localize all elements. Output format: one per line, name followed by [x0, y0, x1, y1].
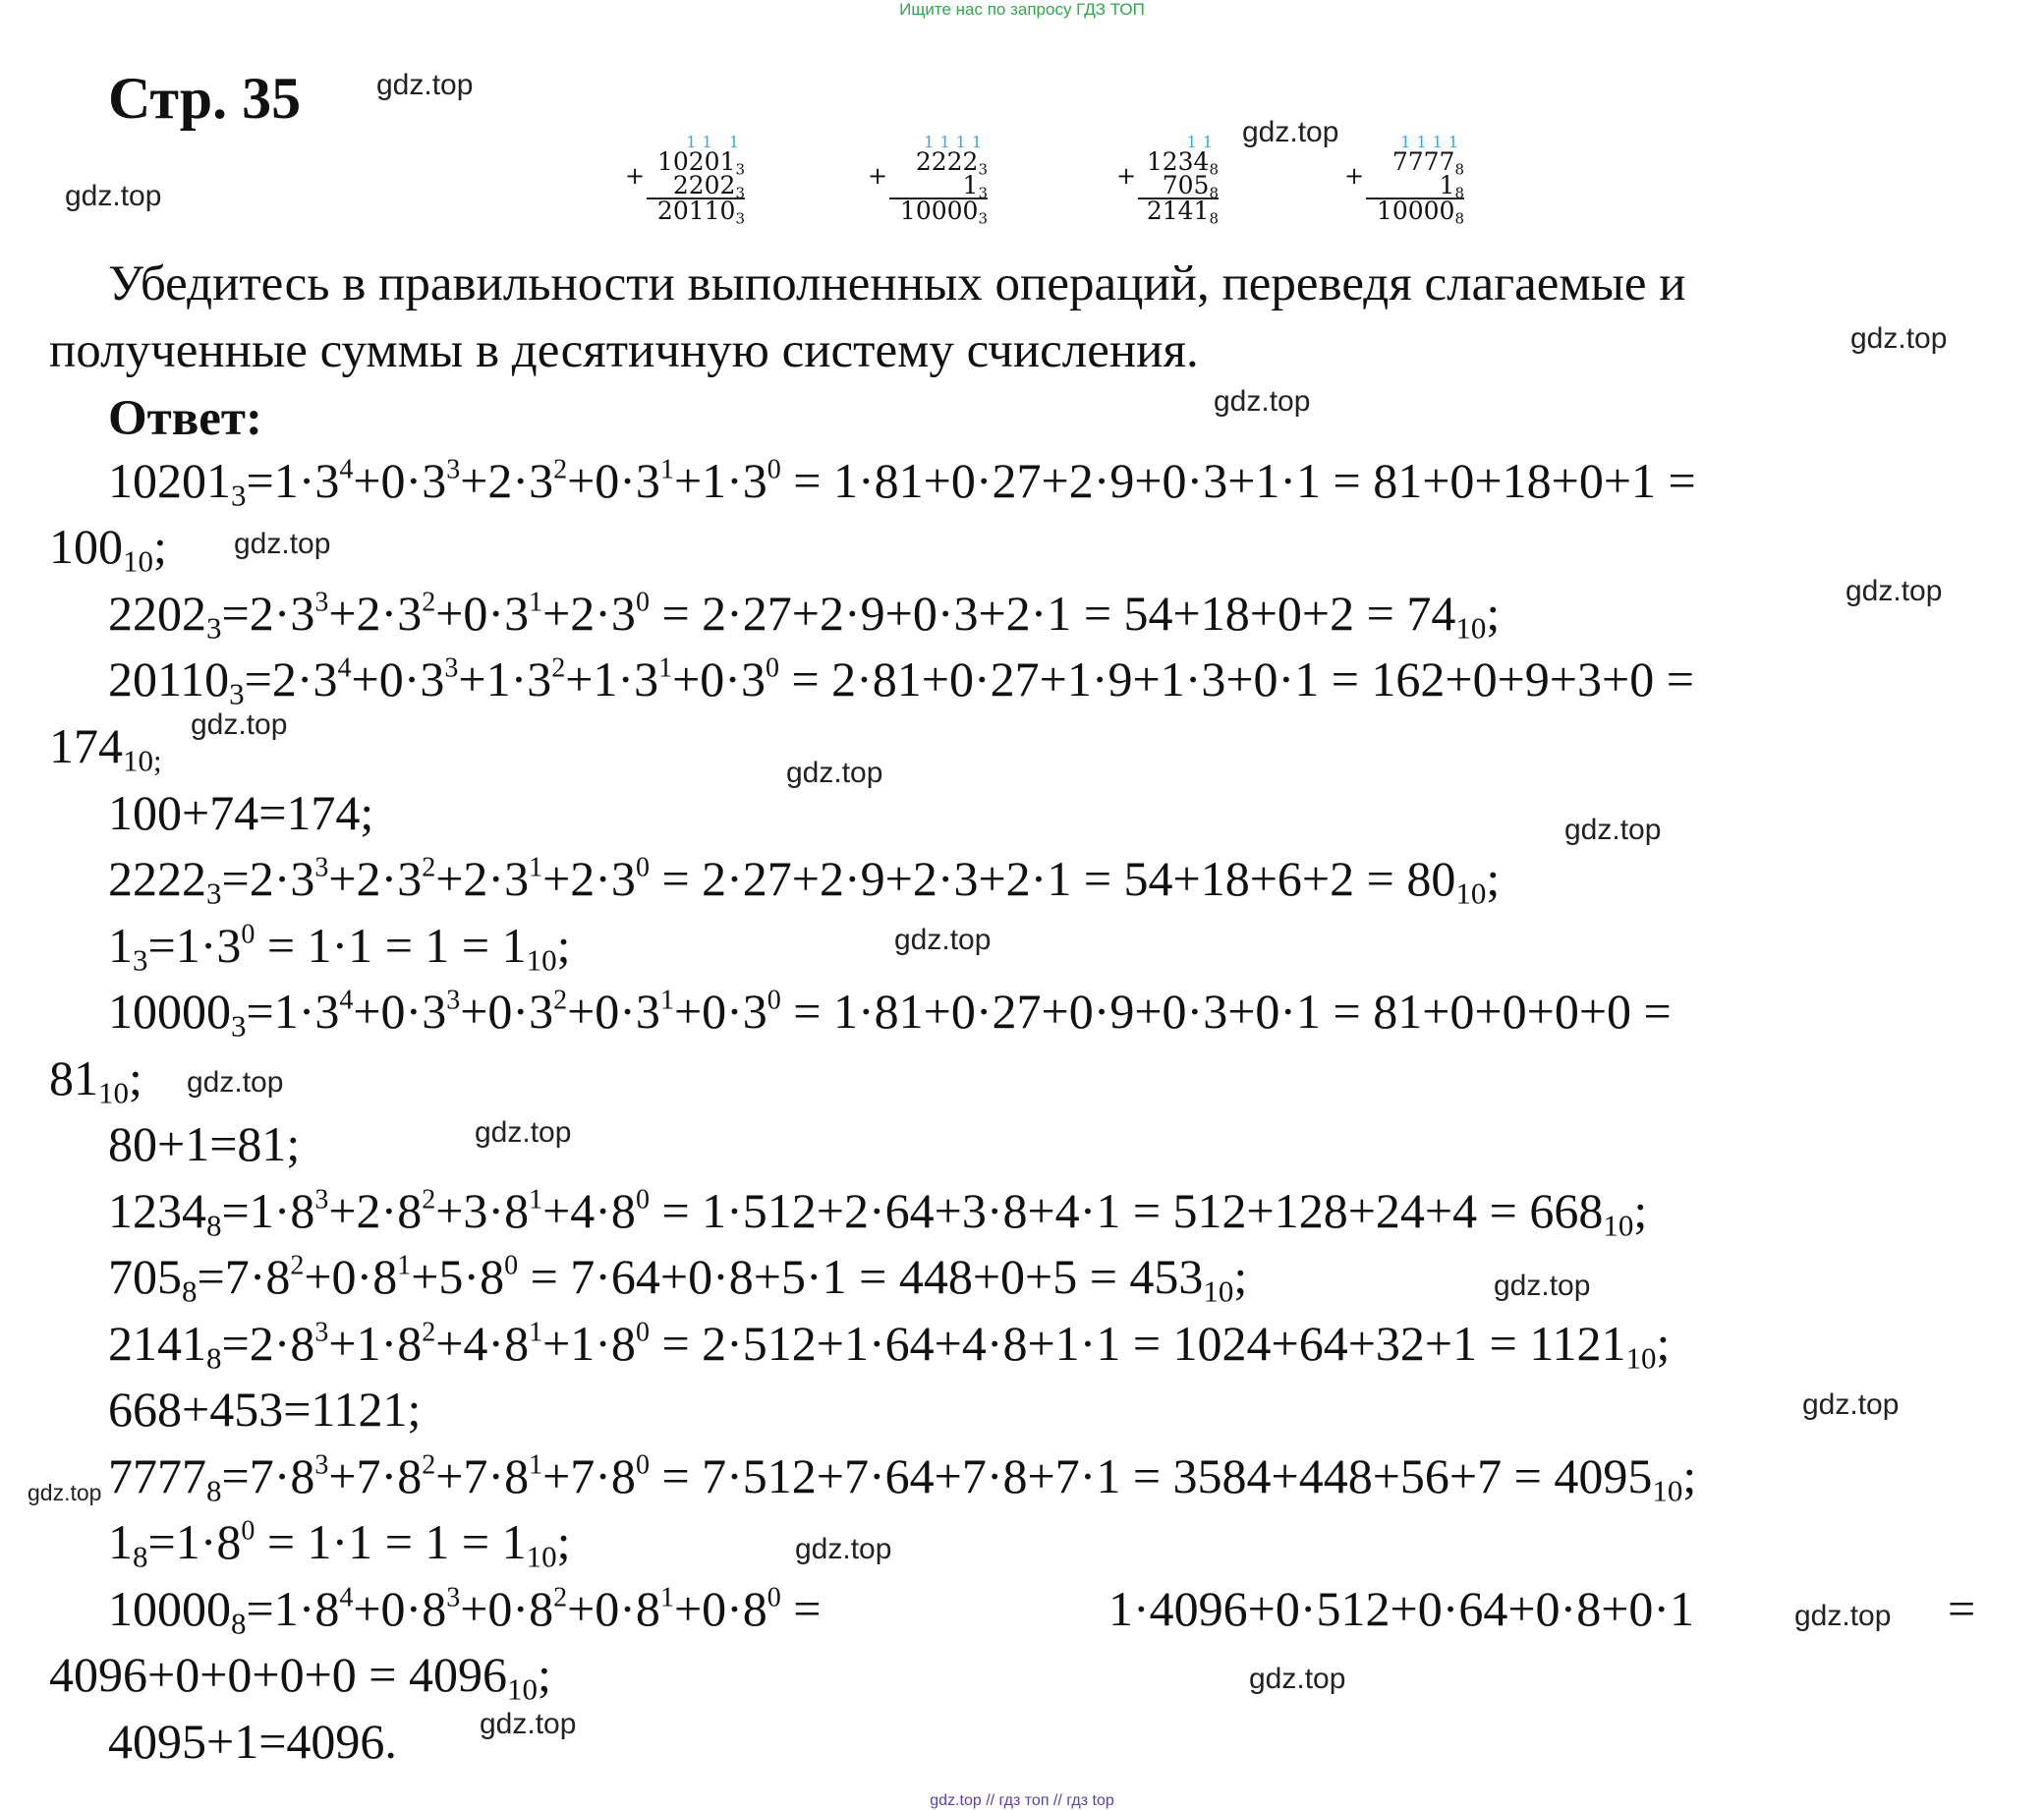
base-subscript: 3: [229, 676, 245, 711]
base-subscript: 3: [978, 160, 988, 179]
exponent: 0: [765, 652, 779, 684]
watermark-text: gdz.top: [894, 924, 992, 956]
addend: $2222_3$: [915, 147, 988, 179]
base-subscript: 8: [1209, 160, 1219, 179]
exponent: 3: [314, 1184, 329, 1216]
exponent: 4: [339, 985, 354, 1016]
exponent: 4: [339, 1582, 354, 1613]
base-subscript: 10: [507, 1671, 538, 1707]
solution-line: $20110_3=2\cdot 3^4+0\cdot 3^3+1\cdot 3^2+1\cdot 3^1+0\cdot 3^0 = 2\cdot 81+0\cdot 27+1\cdot 9+1\cdot 3+0\cdot 1 = 162+0+9+3+0$ =: [108, 651, 1694, 711]
solution-line: $2202_3=2\cdot 3^3+2\cdot 3^2+0\cdot 3^1+2\cdot 3^0 = 2\cdot 27+2\cdot 9+0\cdot 3+2\cdot 1 = 54+18+0+2 = 74_{10}$;: [108, 586, 1501, 646]
base-subscript: 8: [206, 1208, 222, 1243]
exponent: 0: [241, 919, 256, 950]
page-title: Стр. 35: [108, 66, 302, 131]
addition-example-4: [1344, 133, 1464, 228]
base-subscript: 8: [1454, 160, 1464, 179]
base-subscript: 8: [182, 1273, 198, 1309]
watermark-text: gdz.top: [795, 1533, 892, 1565]
exponent: 0: [241, 1515, 256, 1547]
exponent: 0: [766, 1582, 781, 1613]
solution-line: =: [1948, 1581, 1976, 1636]
solution-line: 4095+1=4096.: [108, 1714, 397, 1769]
addend: $705_8$: [1162, 171, 1219, 202]
exponent: 1: [529, 1317, 543, 1348]
solution-line: $7777_8=7\cdot 8^3+7\cdot 8^2+7\cdot 8^1+7\cdot 8^0 = 7\cdot 512+7\cdot 64+7\cdot 8+7\cdot 1 = 3584+448+56+7 = 4095_{10}$;: [108, 1448, 1697, 1508]
watermark-text: gdz.top: [1845, 575, 1943, 607]
exponent: 2: [553, 1582, 568, 1613]
watermark-text: gdz.top: [1249, 1663, 1346, 1695]
watermark-text: gdz.top: [1214, 385, 1311, 418]
base-subscript: 3: [206, 610, 222, 646]
solution-line: $4096+0+0+0+0 = 4096_{10}$;: [49, 1647, 551, 1707]
exponent: 3: [446, 1582, 461, 1613]
exponent: 1: [659, 985, 674, 1016]
watermark-text: gdz.top: [1564, 814, 1662, 846]
exponent: 3: [314, 1317, 329, 1348]
solution-line: $174_{10;}$: [49, 718, 162, 778]
watermark-text: gdz.top: [234, 528, 331, 560]
carry-digits: 11: [1186, 133, 1219, 151]
exponent: 0: [504, 1250, 519, 1281]
top-search-note: Ищите нас по запросу ГДЗ ТОП: [899, 0, 1145, 19]
watermark-text: gdz.top: [1850, 322, 1948, 355]
footer-links: gdz.top // гдз топ // гдз top: [930, 1792, 1114, 1809]
exponent: 3: [314, 852, 329, 883]
exponent: 0: [766, 454, 781, 485]
base-subscript: 10: [98, 1075, 129, 1110]
sum-result: $10000_3$: [889, 198, 988, 223]
base-subscript: 3: [735, 160, 745, 179]
solution-line: $10201_3=1\cdot 3^4+0\cdot 3^3+2\cdot 3^2+0\cdot 3^1+1\cdot 3^0 = 1\cdot 81+0\cdot 27+2\cdot 9+0\cdot 3+1\cdot 1 = 81+0+18+0+1$ =: [108, 453, 1696, 513]
addition-example-2: [868, 133, 988, 228]
base-subscript: 3: [231, 478, 247, 513]
solution-line: $1_8=1\cdot 8^0 = 1\cdot 1 = 1 = 1_{10}$;: [108, 1514, 571, 1574]
solution-line: $705_8=7\cdot 8^2+0\cdot 8^1+5\cdot 8^0 = 7\cdot 64+0\cdot 8+5\cdot 1 = 448+0+5 = 453_{10}$;: [108, 1249, 1248, 1309]
solution-line: $1234_8=1\cdot 8^3+2\cdot 8^2+3\cdot 8^1+4\cdot 8^0 = 1\cdot 512+2\cdot 64+3\cdot 8+4\cdot 1 = 512+128+24+4 = 668_{10}$;: [108, 1183, 1648, 1243]
base-subscript: 10: [1603, 1208, 1634, 1243]
watermark-text: gdz.top: [1494, 1270, 1591, 1302]
plus-sign: +: [1116, 162, 1137, 190]
watermark-text: gdz.top: [475, 1116, 572, 1149]
watermark-text: gdz.top: [786, 757, 883, 789]
exponent: 2: [553, 985, 568, 1016]
solution-line: $2141_8=2\cdot 8^3+1\cdot 8^2+4\cdot 8^1+1\cdot 8^0 = 2\cdot 512+1\cdot 64+4\cdot 8+1\cdot 1 = 1024+64+32+1 = 1121_{10}$;: [108, 1316, 1671, 1376]
exponent: 1: [529, 1184, 543, 1216]
exponent: 3: [446, 454, 461, 485]
watermark-text: gdz.top: [1242, 116, 1339, 148]
base-subscript: 8: [1209, 184, 1219, 202]
base-subscript: 10: [1455, 876, 1487, 911]
addition-example-3: [1116, 133, 1219, 228]
solution-line: 100+74=174;: [108, 785, 374, 840]
watermark-text: gdz.top: [480, 1708, 577, 1740]
sum-result: $10000_8$: [1366, 198, 1464, 223]
addend: $1_3$: [962, 171, 988, 202]
exponent: 0: [635, 1184, 650, 1216]
sum-result: $2141_8$: [1138, 198, 1219, 223]
exponent: 3: [444, 652, 459, 684]
exponent: 2: [290, 1250, 305, 1281]
exponent: 0: [635, 1317, 650, 1348]
base-subscript: 3: [978, 184, 988, 202]
base-subscript: 10: [1203, 1273, 1234, 1309]
base-subscript: 8: [231, 1606, 247, 1641]
base-subscript: 3: [735, 209, 745, 228]
solution-line: $2222_3=2\cdot 3^3+2\cdot 3^2+2\cdot 3^1+2\cdot 3^0 = 2\cdot 27+2\cdot 9+2\cdot 3+2\cdot 1 = 54+18+6+2 = 80_{10}$;: [108, 851, 1501, 911]
exponent: 1: [529, 852, 543, 883]
solution-line: $10000_3=1\cdot 3^4+0\cdot 3^3+0\cdot 3^2+0\cdot 3^1+0\cdot 3^0 = 1\cdot 81+0\cdot 27+0\cdot 9+0\cdot 3+0\cdot 1 = 81+0+0+0+0$ =: [108, 984, 1672, 1044]
carry-digits: 11 1: [686, 133, 745, 151]
addend: $7777_8$: [1391, 147, 1464, 179]
exponent: 2: [422, 1184, 436, 1216]
exponent: 2: [553, 454, 568, 485]
exponent: 0: [635, 1449, 650, 1481]
addend: $1234_8$: [1146, 147, 1219, 179]
solution-line: 1·4096+0·512+0·64+0·8+0·1: [1108, 1581, 1695, 1636]
base-subscript: 8: [1454, 184, 1464, 202]
watermark-text: gdz.top: [1802, 1388, 1900, 1421]
addend: $2202_3$: [672, 171, 745, 202]
addend: $10201_3$: [656, 147, 745, 179]
solution-line: $1_3=1\cdot 3^0 = 1\cdot 1 = 1 = 1_{10}$;: [108, 918, 571, 978]
watermark-text: gdz.top: [65, 180, 162, 212]
exponent: 0: [635, 852, 650, 883]
addition-example-1: [625, 133, 745, 228]
answer-label: Ответ:: [108, 391, 262, 446]
base-subscript: 8: [133, 1539, 148, 1574]
watermark-text: gdz.top: [1794, 1600, 1892, 1632]
addend: $1_8$: [1439, 171, 1464, 202]
base-subscript: 8: [206, 1473, 222, 1508]
base-subscript: 3: [133, 942, 148, 978]
base-subscript: 8: [1454, 209, 1464, 228]
base-subscript: 10: [1455, 610, 1487, 646]
task-text-line-1: Убедитесь в правильности выполненных операций, переведя слагаемые и: [108, 256, 1686, 311]
base-subscript: 8: [206, 1340, 222, 1376]
exponent: 1: [658, 652, 673, 684]
solution-line: 668+453=1121;: [108, 1382, 422, 1437]
plus-sign: +: [625, 162, 646, 190]
exponent: 4: [339, 454, 354, 485]
task-text-line-2: полученные суммы в десятичную систему счисления.: [49, 323, 1199, 378]
solution-line: $100_{10}$;: [49, 519, 167, 579]
base-subscript: 10: [1625, 1340, 1657, 1376]
carry-digits: 1111: [924, 133, 988, 151]
solution-line: $10000_8=1\cdot 8^4+0\cdot 8^3+0\cdot 8^2+0\cdot 8^1+0\cdot 8^0$ =: [108, 1581, 822, 1641]
watermark-text: gdz.top: [376, 69, 474, 101]
exponent: 2: [422, 1449, 436, 1481]
solution-line: $81_{10}$;: [49, 1050, 142, 1110]
plus-sign: +: [1344, 162, 1365, 190]
exponent: 3: [446, 985, 461, 1016]
plus-sign: +: [868, 162, 888, 190]
base-subscript: 10;: [123, 743, 162, 778]
exponent: 2: [422, 1317, 436, 1348]
exponent: 3: [314, 1449, 329, 1481]
watermark-text: gdz.top: [28, 1480, 102, 1505]
sum-result: $20110_3$: [647, 198, 745, 223]
watermark-text: gdz.top: [187, 1066, 284, 1099]
exponent: 1: [397, 1250, 412, 1281]
exponent: 4: [337, 652, 352, 684]
base-subscript: 8: [1209, 209, 1219, 228]
exponent: 2: [551, 652, 566, 684]
base-subscript: 3: [206, 876, 222, 911]
exponent: 1: [529, 1449, 543, 1481]
base-subscript: 10: [526, 942, 557, 978]
base-subscript: 10: [526, 1539, 557, 1574]
base-subscript: 10: [1652, 1473, 1683, 1508]
watermark-text: gdz.top: [191, 708, 288, 741]
exponent: 1: [529, 587, 543, 618]
solution-line: 80+1=81;: [108, 1116, 301, 1171]
base-subscript: 10: [123, 543, 153, 579]
exponent: 2: [422, 852, 436, 883]
base-subscript: 3: [231, 1008, 247, 1044]
carry-digits: 1111: [1400, 133, 1464, 151]
base-subscript: 3: [735, 184, 745, 202]
exponent: 3: [314, 587, 329, 618]
exponent: 0: [635, 587, 650, 618]
exponent: 1: [659, 454, 674, 485]
exponent: 2: [422, 587, 436, 618]
base-subscript: 3: [978, 209, 988, 228]
exponent: 0: [766, 985, 781, 1016]
exponent: 1: [659, 1582, 674, 1613]
